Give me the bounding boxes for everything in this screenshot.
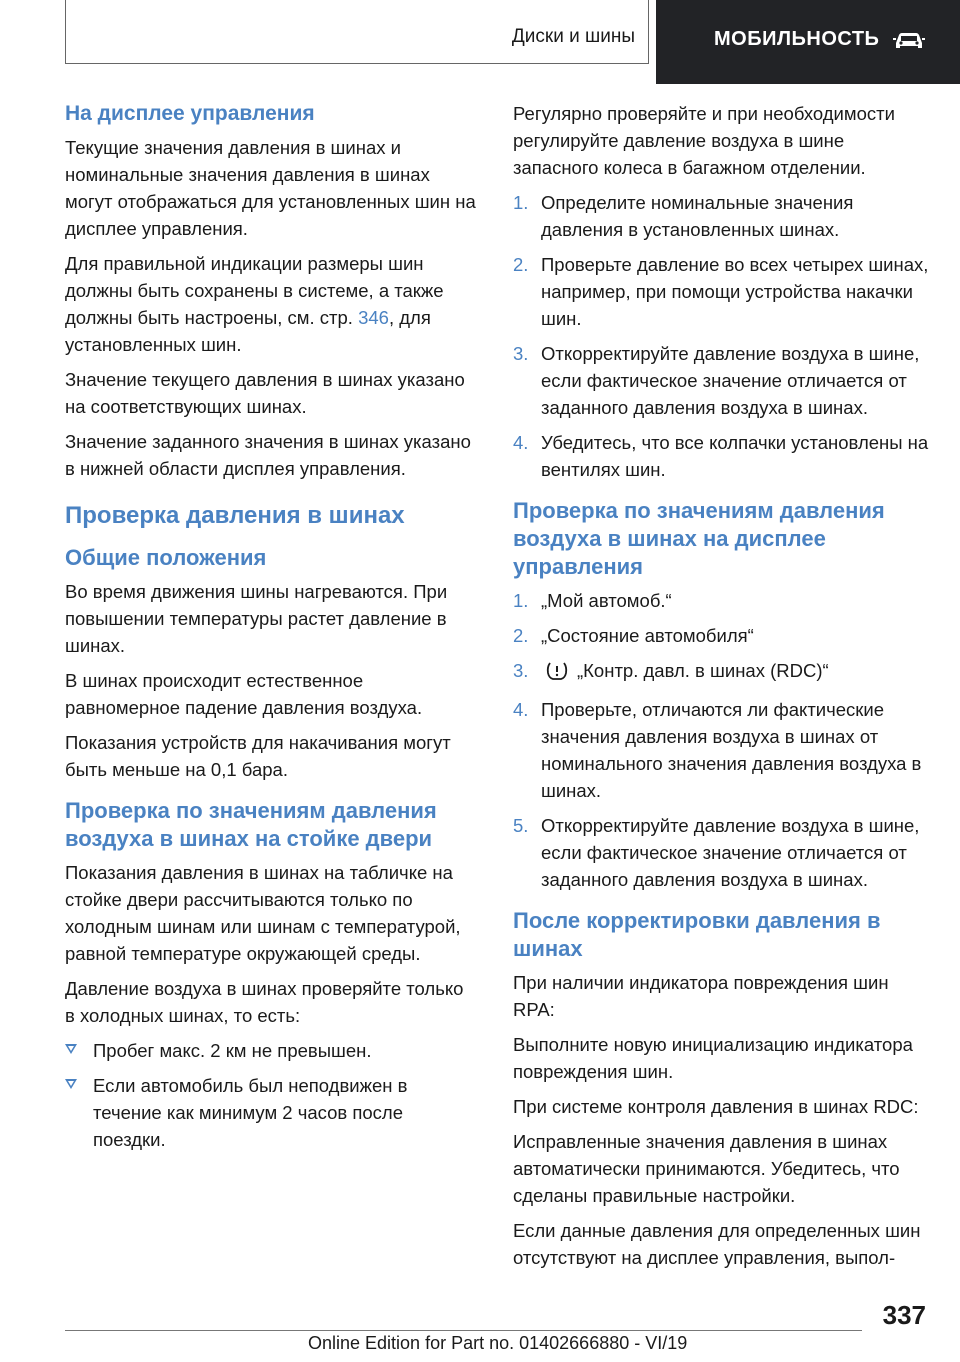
car-icon: [892, 31, 926, 56]
heading-door-pillar: Проверка по значениям давления воздуха в шинах на стойке двери: [65, 798, 437, 851]
bullet-list: [65, 1037, 477, 1153]
list-item: 3. „Контр. давл. в шинах (RDC)“: [513, 657, 933, 688]
page-number: 337: [882, 1300, 926, 1330]
section-tab: [656, 0, 960, 84]
header-frame: [65, 0, 649, 64]
footer-edition: Online Edition for Part no. 01402666880 - VI/19: [308, 1333, 688, 1353]
page-reference-link[interactable]: 346: [358, 307, 389, 328]
chapter-title: Диски и шины: [511, 26, 635, 47]
paragraph: Во время движения шины нагреваются. При повышении температуры растет давление в шинах.: [65, 581, 448, 656]
list-item: 1. Определите номинальные значения давления в установленных шинах.: [513, 192, 854, 240]
tire-pressure-icon: [545, 661, 569, 688]
list-item: 2. Проверьте давление во всех четырех шинах, например, при помощи устройства накачки шин.: [513, 254, 929, 329]
heading-on-display: На дисплее управления: [65, 102, 315, 125]
paragraph: Исправленные значения давления в шинах автоматически принимаются. Убедитесь, что сделаны правильные настройки.: [513, 1131, 900, 1206]
paragraph: Показания давления в шинах на табличке на стойке двери рассчитываются только по холодным шинам или шинам с температурой, равной температуре окружающей среды.: [65, 862, 461, 964]
heading-general: Общие положения: [65, 545, 267, 570]
paragraph: Выполните новую инициализацию индикатора повреждения шин.: [513, 1034, 913, 1082]
paragraph-with-link: Для правильной индикации размеры шин должны быть сохранены в системе, а также должны быть настроены, см. стр. 346, для установленных шин.: [65, 253, 444, 355]
list-item: Если автомобиль был неподвижен в течение как минимум 2 часов после поездки.: [65, 1072, 477, 1153]
paragraph: Значение заданного значения в шинах указано в нижней области дисплея управления.: [65, 431, 471, 479]
paragraph: Показания устройств для накачивания могут быть меньше на 0,1 бара.: [65, 732, 451, 780]
steps-list: [513, 587, 933, 893]
list-item: 4. Проверьте, отличаются ли фактические значения давления воздуха в шинах от номинального значения давления воздуха в шинах.: [513, 699, 922, 801]
steps-list: [513, 189, 933, 483]
heading-on-display-check: Проверка по значениям давления воздуха в шинах на дисплее управления: [513, 498, 885, 579]
list-item: 2. „Состояние автомобиля“: [513, 625, 754, 646]
paragraph: Значение текущего давления в шинах указано на соответствующих шинах.: [65, 369, 465, 417]
list-item: 5. Откорректируйте давление воздуха в шине, если фактическое значение отличается от заданного давления воздуха в шинах.: [513, 815, 920, 890]
paragraph: Регулярно проверяйте и при необходимости регулируйте давление воздуха в шине запасного колеса в багажном отделении.: [513, 103, 895, 178]
list-item: Пробег макс. 2 км не превышен.: [65, 1037, 477, 1064]
paragraph: Текущие значения давления в шинах и номинальные значения давления в шинах могут отображаться для установленных шин на дисплее управления.: [65, 137, 476, 239]
footer-divider: [65, 1330, 862, 1331]
paragraph: Если данные давления для определенных шин отсутствуют на дисплее управления, выпол-: [513, 1220, 921, 1268]
right-column: [513, 100, 933, 1279]
paragraph: При системе контроля давления в шинах RDC:: [513, 1096, 919, 1117]
section-title: МОБИЛЬНОСТЬ: [714, 28, 880, 50]
paragraph: Давление воздуха в шинах проверяйте только в холодных шинах, то есть:: [65, 978, 464, 1026]
paragraph: При наличии индикатора повреждения шин RPA:: [513, 972, 889, 1020]
list-item: 3. Откорректируйте давление воздуха в шине, если фактическое значение отличается от заданного давления воздуха в шинах.: [513, 343, 920, 418]
triangle-bullet-icon: [65, 1044, 77, 1054]
list-item: 1. „Мой автомоб.“: [513, 590, 672, 611]
paragraph: В шинах происходит естественное равномерное падение давления воздуха.: [65, 670, 423, 718]
heading-after-correction: После корректировки давления в шинах: [513, 908, 881, 961]
left-column: [65, 100, 477, 1161]
list-item: 4. Убедитесь, что все колпачки установлены на вентилях шин.: [513, 432, 929, 480]
heading-check-pressure: Проверка давления в шинах: [65, 502, 405, 529]
triangle-bullet-icon: [65, 1079, 77, 1089]
